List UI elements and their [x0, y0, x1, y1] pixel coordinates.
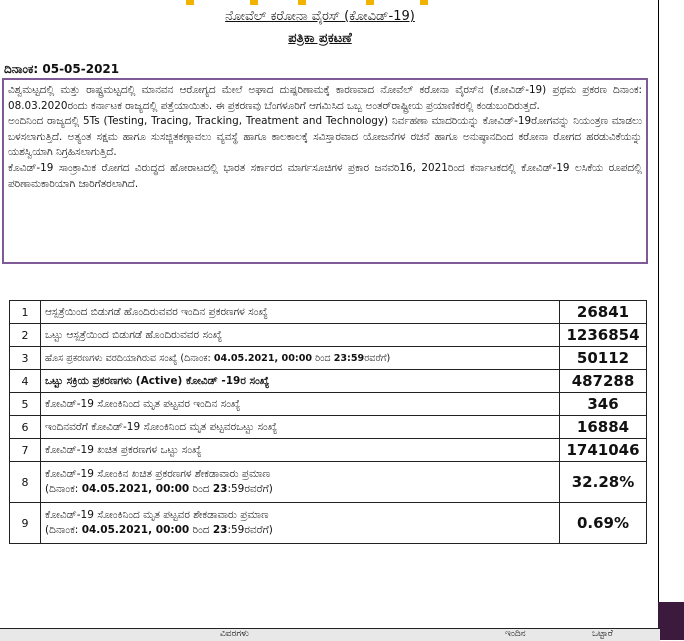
label-part: ಹೊಸ ಪ್ರಕರಣಗಳು ವರದಿಯಾಗಿರುವ ಸಂಖ್ಯೆ (ದಿನಾಂಕ: [45, 352, 214, 364]
table-row [10, 416, 647, 439]
row-value: 487288 [560, 370, 647, 393]
page-right-border [658, 0, 684, 640]
row-value: 16884 [560, 416, 647, 439]
label-part: ರಿಂದ [312, 352, 334, 364]
row-number: 8 [10, 462, 41, 503]
label-date: 04.05.2021, 00:00 [81, 483, 190, 495]
table-row [10, 347, 647, 370]
label-date: 04.05.2021, 00:00 [213, 352, 313, 364]
header-total: ಒಟ್ಟಾರೆ [592, 629, 613, 639]
label-part: :59ರವರೆಗೆ) [227, 524, 273, 536]
row-label: ಇಂದಿನವರೆಗೆ ಕೋವಿಡ್-19 ಸೋಂಕಿನಿಂದ ಮೃತ ಪಟ್ಟವರಒಟ್ಟು ಸಂಖ್ಯೆ [41, 416, 560, 439]
row-number: 5 [10, 393, 41, 416]
table-row [10, 462, 647, 503]
row-value: 50112 [560, 347, 647, 370]
label-date-range [45, 524, 555, 537]
row-label: ಕೋವಿಡ್-19 ಸೋಂಕಿನಿಂದ ಮೃತ ಪಟ್ಟವರ ಇಂದಿನ ಸಂಖ್ಯೆ [41, 393, 560, 416]
header-details: ವಿವರಗಳು [220, 629, 249, 639]
row-number: 3 [10, 347, 41, 370]
row-number: 9 [10, 503, 41, 544]
row-value: 346 [560, 393, 647, 416]
row-label [41, 347, 560, 370]
row-label [41, 503, 560, 544]
row-number: 1 [10, 301, 41, 324]
document-title: ಪತ್ರಿಕಾ ಪ್ರಕಟಣೆ [288, 31, 352, 46]
label-part: ರಿಂದ [189, 483, 213, 495]
label-part: (ದಿನಾಂಕ: [45, 483, 82, 495]
row-number: 6 [10, 416, 41, 439]
table-row [10, 503, 647, 544]
row-label: ಒಟ್ಟು ಆಸ್ಪತ್ರೆಯಿಂದ ಬಿಡುಗಡೆ ಹೊಂದಿರುವವರ ಸಂಖ್ಯೆ [41, 324, 560, 347]
row-label [41, 462, 560, 503]
row-label: ಆಸ್ಪತ್ರೆಯಿಂದ ಬಿಡುಗಡೆ ಹೊಂದಿರುವವರ ಇಂದಿನ ಪ್ರಕರಣಗಳ ಸಂಖ್ಯೆ [41, 301, 560, 324]
intro-paragraph-3: ಕೊವಿಡ್-19 ಸಾಂಕ್ರಾಮಿಕ ರೋಗದ ವಿರುದ್ಧದ ಹೋರಾಟದಲ್ಲಿ ಭಾರತ ಸರ್ಕಾರದ ಮಾರ್ಗಸೂಚಿಗಳ ಪ್ರಕಾರ ಜನವರಿ16, 2021ರಿಂದ ಕರ್ನಾಟಕದಲ್ಲಿ ಕೋವಿಡ್-19 ಲಸಿಕೆಯ ರೂಪದಲ್ಲಿ ಪರಿಣಾಮಕಾರಿಯಾಗಿ ಜಾರಿಗೆತರಲಾಗಿದೆ. [8, 161, 642, 190]
label-part: ರಿಂದ [189, 524, 213, 536]
label-main: ಕೋವಿಡ್-19 ಸೋಂಕಿನಿಂದ ಮೃತ ಪಟ್ಟವರ ಶೇಕಡಾವಾರು ಪ್ರಮಾಣ [45, 509, 269, 521]
stats-table [9, 300, 647, 544]
label-date: 04.05.2021, 00:00 [81, 524, 190, 536]
date-label: ದಿನಾಂಕ: [4, 62, 39, 76]
label-time: 23:59 [333, 352, 365, 364]
intro-paragraph-2: ಅಂದಿನಿಂದ ರಾಜ್ಯದಲ್ಲಿ 5Ts (Testing, Tracing, Tracking, Treatment and Technology) ನಿರ್ವಹಣಾ ಮಾದರಿಯನ್ನು ಕೋವಿಡ್-19ರೋಗವನ್ನು ನಿಯಂತ್ರಣ ಮಾಡಲು ಬಳಸಲಾಗುತ್ತಿದೆ. ಅತ್ಯಂತ ಸಕ್ಷಮ ಹಾಗೂ ಸುಸಜ್ಜಿತಕಣ್ಗಾವಲು ವ್ಯವಸ್ಥೆ ಹಾಗೂ ಕಾಲಕಾಲಕ್ಕೆ ಸವಿಸ್ತಾರವಾದ ಯೋಜನೆಗಳ ರಚನೆ ಹಾಗೂ ಅನುಷ್ಠಾನದಿಂದ ಕರೋನಾ ರೋಗದ ಹರಡುವಿಕೆಯನ್ನು ಯಶಸ್ವಿಯಾಗಿ ನಿಗ್ರಹಿಸಲಾಗುತ್ತಿದೆ. [8, 115, 642, 159]
row-number: 4 [10, 370, 41, 393]
row-value: 32.28% [560, 462, 647, 503]
table-row [10, 439, 647, 462]
table-row [10, 393, 647, 416]
row-label: ಕೋವಿಡ್-19 ಖಚಿತ ಪ್ರಕರಣಗಳ ಒಟ್ಟು ಸಂಖ್ಯೆ [41, 439, 560, 462]
row-value: 1741046 [560, 439, 647, 462]
row-value: 1236854 [560, 324, 647, 347]
label-time: 23 [212, 483, 228, 495]
document-subtitle: ನೋವೆಲ್ ಕರೋನಾ ವೈರಸ್ (ಕೋವಿಡ್-19) [225, 9, 415, 24]
intro-paragraph-1: ವಿಶ್ವಮಟ್ಟದಲ್ಲಿ ಮತ್ತು ರಾಷ್ಟ್ರಮಟ್ಟದಲ್ಲಿ ಮಾನವನ ಆರೋಗ್ಯದ ಮೇಲೆ ಅಘಾದ ದುಷ್ಪರಿಣಾಮಕ್ಕೆ ಕಾರಣವಾದ ನೋವೆಲ್ ಕರೋನಾ ವೈರಸ್‌ನ (ಕೋವಿಡ್-19) ಪ್ರಥಮ ಪ್ರಕರಣ ದಿನಾಂಕ: 08.03.2020ರಂದು ಕರ್ನಾಟಕ ರಾಜ್ಯದಲ್ಲಿ ಪತ್ತೆಯಾಯಿತು. ಈ ಪ್ರಕರಣವು ಬೆಂಗಳೂರಿಗೆ ಆಗಮಿಸಿದ ಒಬ್ಬ ಅಂತರ್‌ರಾಷ್ಟ್ರೀಯ ಪ್ರಯಾಣಿಕರಲ್ಲಿ ಕಂಡುಬಂದಿರುತ್ತದೆ. [8, 84, 642, 112]
date-value: 05-05-2021 [42, 62, 120, 76]
table-row [10, 301, 647, 324]
row-number: 7 [10, 439, 41, 462]
row-label: ಒಟ್ಟು ಸಕ್ರಿಯ ಪ್ರಕರಣಗಳು (Active) ಕೋವಿಡ್ -19ರ ಸಂಖ್ಯೆ [41, 370, 560, 393]
label-part: (ದಿನಾಂಕ: [45, 524, 82, 536]
date-line [4, 62, 119, 77]
table-row [10, 324, 647, 347]
label-part: :59ರವರೆಗೆ) [227, 483, 273, 495]
label-main: ಕೋವಿಡ್-19 ಸೋಂಕಿನ ಖಚಿತ ಪ್ರಕರಣಗಳ ಶೇಕಡಾವಾರು ಪ್ರಮಾಣ [45, 468, 271, 480]
intro-box [2, 78, 648, 264]
label-time: 23 [212, 524, 228, 536]
row-number: 2 [10, 324, 41, 347]
table-row [10, 370, 647, 393]
label-date-range [45, 483, 555, 496]
header-today: ಇಂದಿನ [505, 629, 526, 639]
label-part: ರವರೆಗೆ) [364, 352, 391, 364]
row-value: 0.69% [560, 503, 647, 544]
next-table-header [0, 628, 660, 641]
top-decorative-strip [0, 0, 684, 8]
row-value: 26841 [560, 301, 647, 324]
